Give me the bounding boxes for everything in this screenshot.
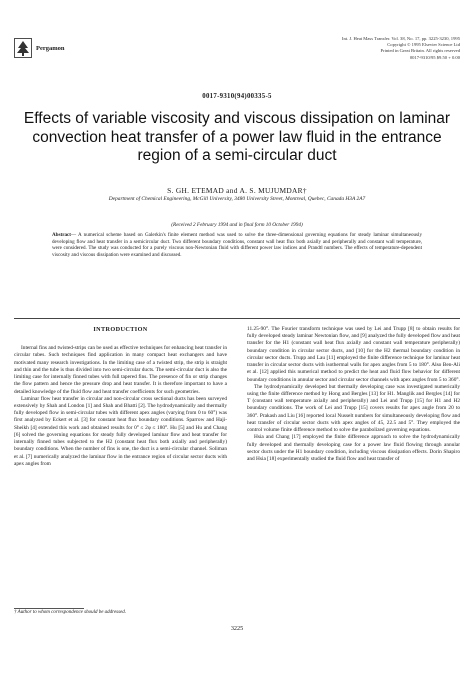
publisher-tree-logo-icon [14,38,32,58]
document-id: 0017-9310(94)00335-5 [202,93,272,100]
footnote: † Author to whom correspondence should be addressed. [14,610,127,615]
abstract-divider [14,318,460,319]
section-heading-introduction: INTRODUCTION [93,326,148,333]
journal-info [260,36,460,61]
abstract-text: — A numerical scheme based on Galerkin's finite element method was used to solve the three-dimensional governing equations for steady laminar simultaneously developing flow and heat transfer in a semicircular duct. Two different boundary conditions, constant wall heat flux both axially and peripherally and constant wall temperature, were considered. The study was conducted for a purely viscous non-Newtonian fluid with different power law indices and Prandtl numbers. The effects of temperature-dependent viscosity and viscous dissipation were examined and discussed. [52,232,422,259]
page-number: 3225 [230,625,244,632]
received-dates: (Received 2 February 1994 and in final form 10 October 1994) [171,222,303,228]
abstract [52,232,422,259]
paragraph: Internal fins and twisted-strips can be used as effective techniques for enhancing heat transfer in circular tubes. Such techniques find application in many compact heat exchangers and have motivated many research investigations. In the limiting case of a twisted strip, the strip is straight and thin and the tube is thus divided into two semi-circular ducts. The semi-circular duct is also the limiting case for internally finned tubes with full tapered fins. The presence of fin or strip changes the flow pattern and hence the pressure drop and heat transfer. It is therefore important to have a detailed knowledge of the fluid flow and heat transfer coefficients for such geometries. [14,345,227,395]
journal-line: Int. J. Heat Mass Transfer. Vol. 38, No. 17, pp. 3225-3230, 1995 [342,36,460,41]
authors: S. GH. ETEMAD and A. S. MUJUMDAR† [167,186,307,195]
affiliation: Department of Chemical Engineering, McGill University, 3480 University Street, Montreal, Quebec, Canada H3A 2A7 [108,196,366,202]
printed-line: Printed in Great Britain. All rights reserved [380,48,460,54]
abstract-label: Abstract [52,232,71,238]
paper-title: Effects of variable viscosity and viscous dissipation on laminar convection heat transfer of a power law fluid in the entrance region of a semi-circular duct [23,110,451,164]
publisher-name: Pergamon [36,44,65,52]
paragraph: The hydrodynamically developed but thermally developing case was investigated numerically using the finite difference method by Hong and Bergles [13] for H1. Manglik and Bergles [14] for T (constant wall temperature axially and peripherally) and Lei and Trupp [15] for H1 and H2 boundary conditions. The work of Lei and Trupp [15] covers results for apex angle from 20 to 360°. Prakash and Liu [16] reported local Nusselt numbers for simultaneously developing flow and heat transfer of circular sector ducts with apex angles of 45, 22.5 and 5°. They employed the control volume finite difference method to solve the parabolized governing equations. [247,383,460,434]
footnote-divider [14,608,84,609]
paragraph: Hsia and Chang [17] employed the finite difference approach to solve the hydrodynamically fully developed and thermally developing case for a power law fluid flowing through annular sector ducts under the H1 boundary condition, including viscous dissipation effects. Dorin Shapiro and Hsia [18] experimentally studied the fluid flow and heat transfer of [247,434,460,462]
left-column [14,326,227,468]
paragraph: Laminar flow heat transfer in circular and non-circular cross sectional ducts has been surveyed extensively by Shah and London [1] and Shah and Bhatti [2]. The hydrodynamically and thermally fully developed flow in semi-circular tubes with different apex angles (varying from 0 to 60°) was first analyzed by Eckert et al. [3] for constant heat flux boundary conditions. Sparrow and Haji-Sheikh [4] extended this work and obtained results for 0° ≤ 2φ ≤ 180°. Hu [5] and Hu and Chang [6] solved the governing equations for steady fully developed laminar flow and heat transfer for internally finned tubes subjected to the H2 (constant heat flux both axially and peripherally) boundary conditions. When the number of fins is one, the duct is a semi-circular channel. Soliman et al. [7] numerically analyzed the laminar flow in the entrance region of circular sector ducts with apex angles from [14,395,227,467]
right-column [247,326,460,463]
paragraph: 11.25-90°. The Fourier transform technique was used by Lei and Trupp [8] to obtain results for fully developed steady laminar Newtonian flow, and [9] analyzed the fully developed flow and heat transfer for the H1 (constant wall heat flux axially and constant wall temperature peripherally) boundary condition in circular sector ducts, and [10] for the H2 thermal boundary condition in circular sector ducts. Trupp and Lau [11] employed the finite difference technique for laminar heat transfer in circular sector ducts with isothermal walls for apex angles from 5 to 180°. Also Ben-Ali et al. [12] applied this numerical method to predict the heat and fluid flow behavior for different boundary conditions in annular sector and circular sector channels with apex angles from 5 to 360°. [247,326,460,383]
copyright-line: Copyright © 1995 Elsevier Science Ltd [387,42,460,48]
issn-line: 0017-9310/95 $9.50 + 0.00 [409,54,460,60]
publisher-mark [14,38,65,58]
